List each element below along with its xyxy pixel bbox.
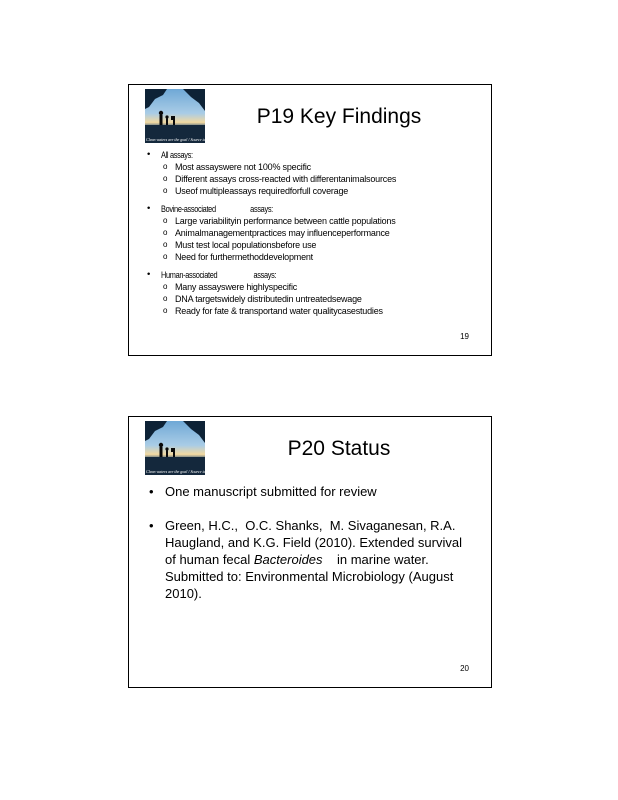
status-text: One manuscript submitted for review — [165, 484, 377, 499]
page-number: 19 — [460, 332, 469, 341]
sub-bullet-icon: o — [163, 282, 168, 291]
bullet-icon: • — [147, 269, 151, 280]
section-label: Human-associated assays: — [161, 270, 277, 280]
sub-bullet-icon: o — [163, 216, 168, 225]
sub-bullet-icon: o — [163, 186, 168, 195]
bullet-icon: • — [147, 149, 151, 160]
section-label: Bovine-associated assays: — [161, 204, 273, 214]
list-item: Most assayswere not 100% specific — [175, 162, 311, 172]
bullet-icon: • — [149, 484, 154, 499]
list-item: Animalmanagementpractices may influenceperformance — [175, 228, 390, 238]
logo-caption: Clean waters are the goal / Source identification is there — [146, 468, 237, 474]
section-bovine-assays — [147, 203, 479, 263]
list-item: DNA targetswidely distributedin untreatedsewage — [175, 294, 362, 304]
logo-image — [145, 421, 237, 475]
citation-text — [165, 517, 473, 602]
logo-caption: Clean waters are the goal / Source identification is there — [146, 136, 237, 142]
list-item: Many assayswere highlyspecific — [175, 282, 298, 292]
list-item — [149, 517, 473, 602]
sub-bullet-icon: o — [163, 240, 168, 249]
status-list — [149, 483, 473, 619]
sub-bullet-icon: o — [163, 174, 168, 183]
list-item: Need for furthermethoddevelopment — [175, 252, 313, 262]
list-item: Different assays cross-reacted with differentanimalsources — [175, 174, 397, 184]
list-item: Large variabilityin performance between cattle populations — [175, 216, 396, 226]
citation-pre: Green, H.C., O.C. Shanks, M. Sivaganesan, R.A. Haugland, and K.G. Field (2010). Extended survival of human fecal — [165, 518, 466, 567]
logo-image — [145, 89, 237, 143]
list-item — [149, 483, 473, 500]
citation-post: in marine water. Submitted to: Environmental Microbiology (August 2010). — [165, 552, 457, 601]
silhouette-icon — [145, 421, 237, 475]
section-label: All assays: — [161, 150, 193, 160]
silhouette-icon — [145, 89, 237, 143]
sub-bullet-icon: o — [163, 306, 168, 315]
list-item: Must test local populationsbefore use — [175, 240, 317, 250]
slide-19 — [128, 84, 492, 356]
section-human-assays — [147, 269, 479, 317]
list-item: Ready for fate & transportand water qualitycasestudies — [175, 306, 383, 316]
sub-bullet-icon: o — [163, 162, 168, 171]
slide-20 — [128, 416, 492, 688]
list-item: Useof multipleassays requiredforfull coverage — [175, 186, 349, 196]
findings-list — [147, 149, 479, 317]
section-all-assays — [147, 149, 479, 197]
sub-bullet-icon: o — [163, 252, 168, 261]
page-number: 20 — [460, 664, 469, 673]
sub-bullet-icon: o — [163, 228, 168, 237]
bullet-icon: • — [147, 203, 151, 214]
slide-title: P20 Status — [287, 437, 391, 460]
slide-title: P19 Key Findings — [256, 105, 422, 128]
citation-italic: Bacteroides — [253, 552, 323, 567]
bullet-icon: • — [149, 518, 154, 533]
sub-bullet-icon: o — [163, 294, 168, 303]
